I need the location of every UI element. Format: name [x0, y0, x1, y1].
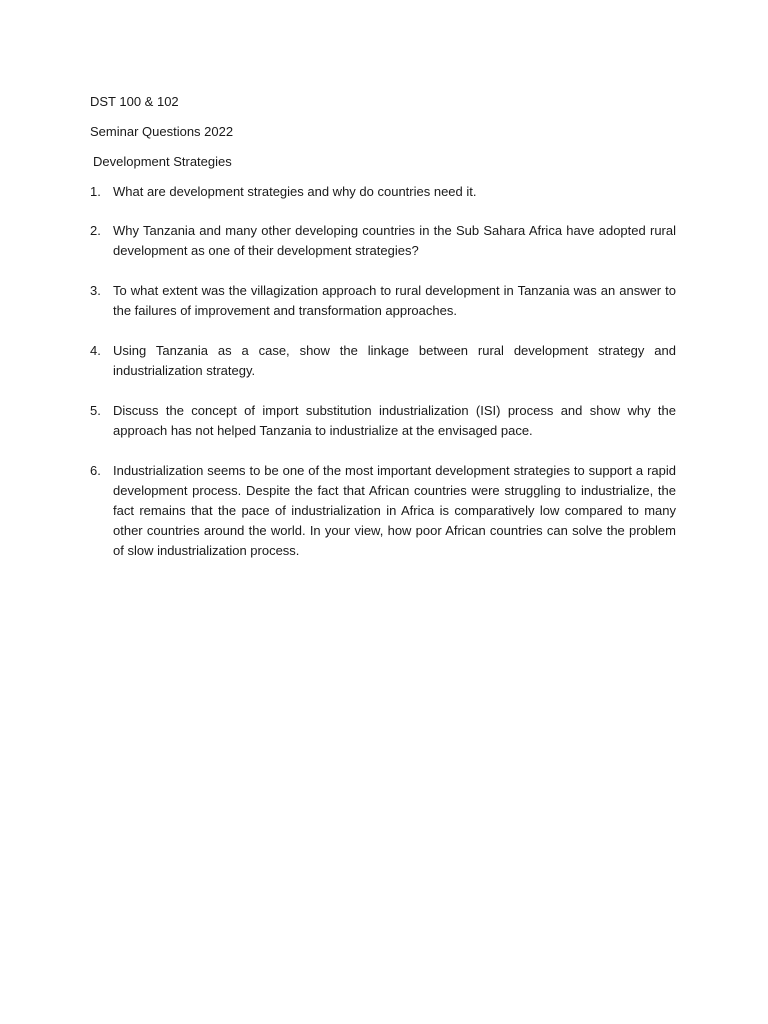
question-text: Why Tanzania and many other developing countries in the Sub Sahara Africa have adopted rural development as one of their development strategies? — [113, 223, 676, 258]
question-number: 5. — [90, 403, 101, 418]
document-page — [90, 92, 676, 581]
list-item — [90, 461, 676, 561]
list-item — [90, 221, 676, 261]
question-text: To what extent was the villagization approach to rural development in Tanzania was an answer to the failures of improvement and transformation approaches. — [113, 283, 676, 318]
list-item — [90, 182, 676, 202]
question-text: What are development strategies and why do countries need it. — [113, 184, 477, 199]
question-number: 6. — [90, 463, 101, 478]
question-number: 4. — [90, 343, 101, 358]
question-text: Discuss the concept of import substitution industrialization (ISI) process and show why the approach has not helped Tanzania to industrialize at the envisaged pace. — [113, 403, 676, 438]
document-title: Seminar Questions 2022 — [90, 124, 234, 139]
topic-heading: Development Strategies — [93, 154, 232, 169]
course-code: DST 100 & 102 — [90, 94, 179, 109]
list-item — [90, 401, 676, 441]
question-number: 3. — [90, 283, 101, 298]
question-number: 2. — [90, 223, 101, 238]
list-item — [90, 281, 676, 321]
question-text: Using Tanzania as a case, show the linkage between rural development strategy and industrialization strategy. — [113, 343, 676, 378]
question-text: Industrialization seems to be one of the most important development strategies to support a rapid development process. Despite the fact that African countries were struggling to industrialize, the fact remains that the pace of industrialization in Africa is comparatively low compared to many other countries around the world. In your view, how poor African countries can solve the problem of slow industrialization process. — [113, 463, 676, 558]
list-item — [90, 341, 676, 381]
question-list — [90, 182, 676, 561]
question-number: 1. — [90, 184, 101, 199]
